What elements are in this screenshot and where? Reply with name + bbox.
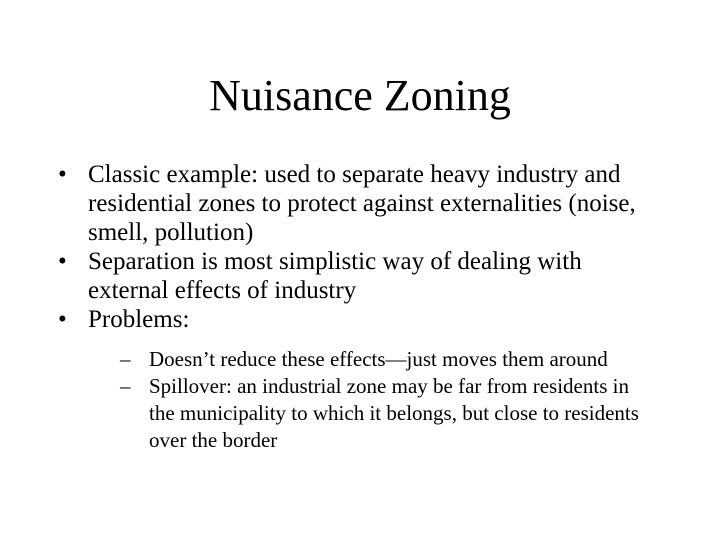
bullet-marker: • (58, 306, 67, 333)
bullet-item (58, 160, 658, 247)
sub-bullet-item (120, 373, 658, 454)
slide-title: Nuisance Zoning (209, 71, 511, 120)
bullet-item (58, 305, 658, 454)
bullet-marker: • (58, 248, 67, 275)
sub-bullet-marker: – (120, 374, 131, 398)
bullet-marker: • (58, 161, 67, 188)
sub-bullet-marker: – (120, 347, 131, 371)
sub-bullet-list (88, 346, 658, 454)
bullet-text: Problems: (88, 306, 190, 333)
sub-bullet-item (120, 346, 658, 373)
sub-bullet-text: Doesn’t reduce these effects—just moves them around (149, 347, 608, 371)
bullet-text: Separation is most simplistic way of dealing with external effects of industry (88, 248, 582, 304)
bullet-list (58, 160, 658, 454)
bullet-text: Classic example: used to separate heavy industry and residential zones to protect against externalities (noise, smell, pollution) (88, 161, 636, 246)
sub-bullet-text: Spillover: an industrial zone may be far from residents in the municipality to which it belongs, but close to residents over the border (149, 374, 639, 452)
bullet-item (58, 247, 658, 305)
